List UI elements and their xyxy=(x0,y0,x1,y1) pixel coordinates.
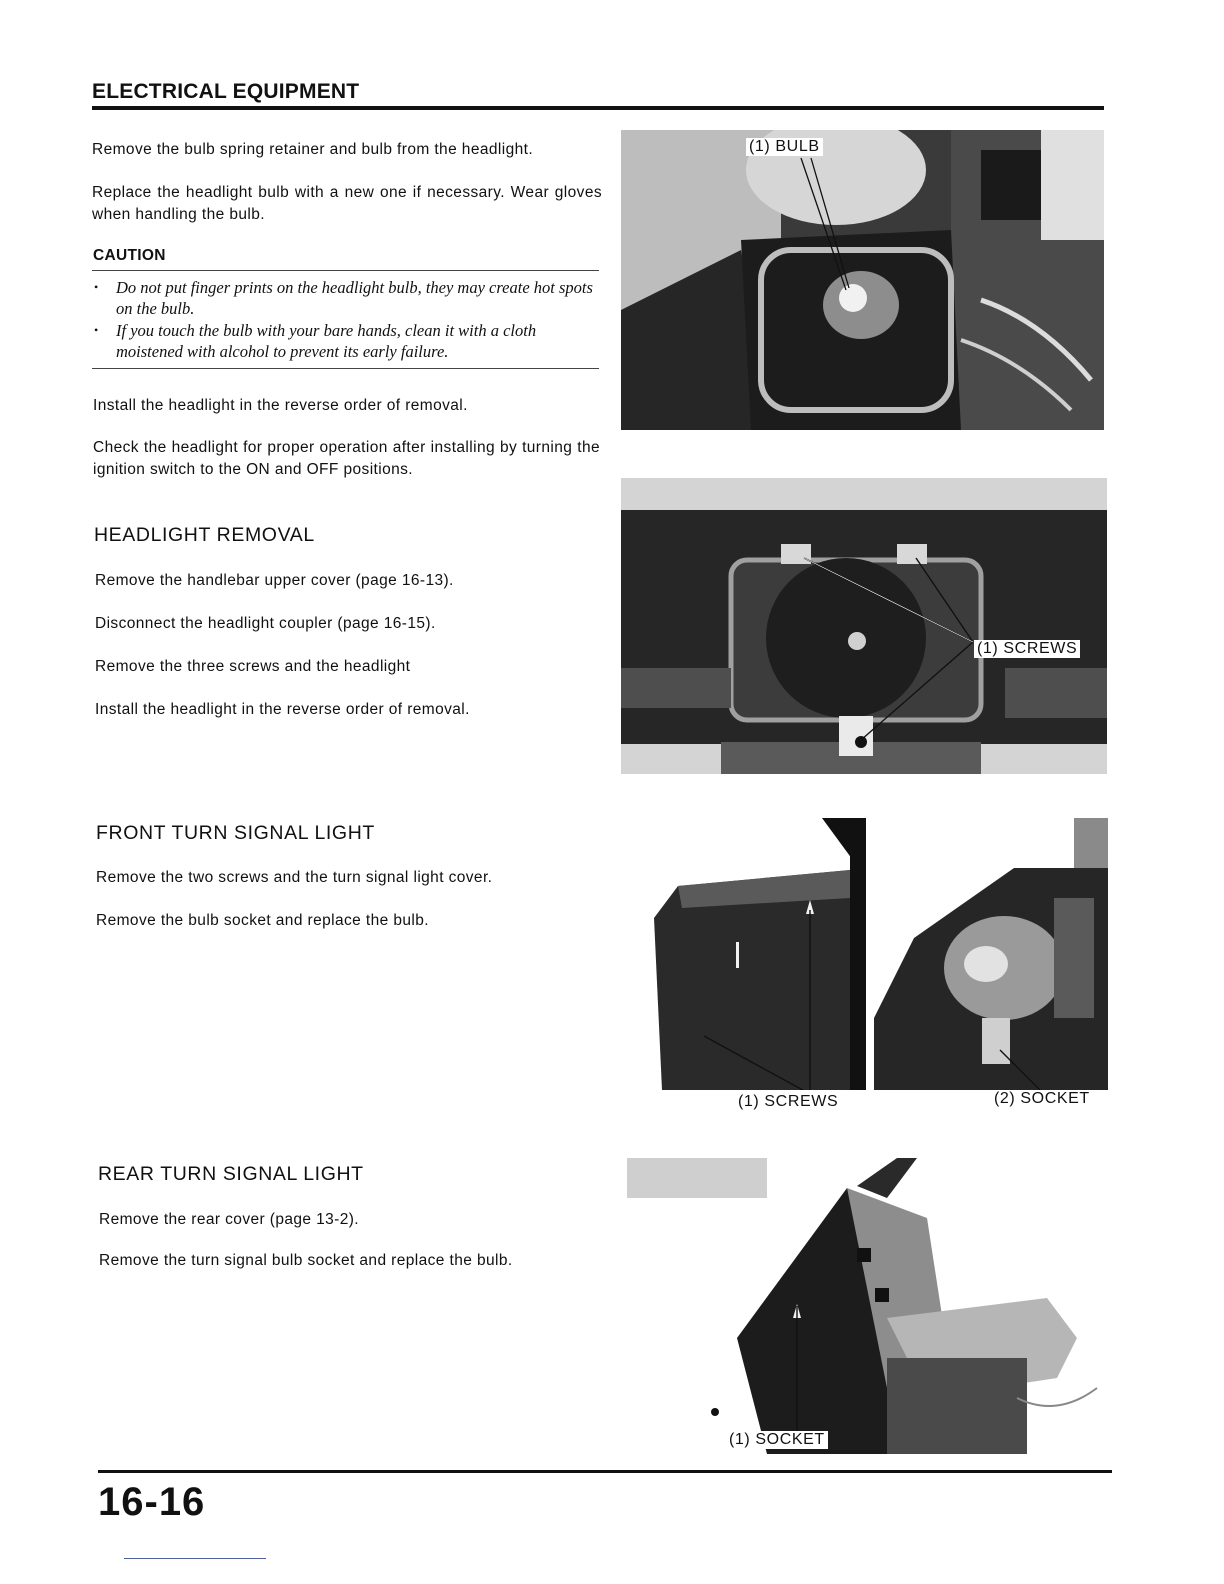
footer-rule xyxy=(98,1470,1112,1473)
headlight-removal-step: Install the headlight in the reverse order of removal. xyxy=(95,701,470,718)
headlight-removal-heading: HEADLIGHT REMOVAL xyxy=(94,524,315,546)
photo-front-turn-socket xyxy=(874,818,1108,1090)
photo-headlight-bulb xyxy=(621,130,1104,430)
caution-item: • If you touch the bulb with your bare hands, clean it with a cloth moistened with alcohol to prevent its early failure. xyxy=(92,320,600,362)
callout-rear-socket: (1) SOCKET xyxy=(726,1431,828,1449)
bulb-step-remove: Remove the bulb spring retainer and bulb from the headlight. xyxy=(92,141,534,158)
front-turn-heading: FRONT TURN SIGNAL LIGHT xyxy=(96,822,375,844)
bulb-step-check: Check the headlight for proper operation after installing by turning the ignition switch to the ON and OFF positions. xyxy=(93,439,600,478)
callout-front-screws: (1) SCREWS xyxy=(738,1093,839,1110)
callout-bulb: (1) BULB xyxy=(746,138,823,156)
caution-rule-bottom xyxy=(92,368,599,369)
header-rule xyxy=(92,106,1104,110)
photo-bulb-drawing xyxy=(621,130,1104,430)
bulb-step-install: Install the headlight in the reverse order of removal. xyxy=(93,397,468,414)
rear-turn-step: Remove the rear cover (page 13-2). xyxy=(99,1211,359,1228)
photo-front-cover-drawing xyxy=(638,818,866,1090)
photo-front-socket-drawing xyxy=(874,818,1108,1090)
callout-front-socket: (2) SOCKET xyxy=(994,1090,1090,1107)
rear-turn-heading: REAR TURN SIGNAL LIGHT xyxy=(98,1163,364,1185)
photo-rear-socket-drawing xyxy=(627,1158,1107,1454)
callout-screws: (1) SCREWS xyxy=(974,640,1080,658)
page-number: 16-16 xyxy=(98,1480,206,1524)
caution-rule-top xyxy=(92,270,599,271)
bulb-step-replace: Replace the headlight bulb with a new one if necessary. Wear gloves when handling the bulb. xyxy=(92,184,602,223)
photo-headlight-screws xyxy=(621,478,1107,774)
caution-item: • Do not put finger prints on the headlight bulb, they may create hot spots on the bulb. xyxy=(92,277,600,319)
caution-label: CAUTION xyxy=(93,247,166,264)
headlight-removal-step: Remove the handlebar upper cover (page 16-13). xyxy=(95,572,454,589)
headlight-removal-step: Disconnect the headlight coupler (page 16-15). xyxy=(95,615,436,632)
caution-list xyxy=(92,277,600,362)
section-title: ELECTRICAL EQUIPMENT xyxy=(92,80,360,103)
photo-screws-drawing xyxy=(621,478,1107,774)
photo-front-turn-cover xyxy=(638,818,866,1090)
footer-link-line xyxy=(124,1558,266,1559)
front-turn-step: Remove the bulb socket and replace the bulb. xyxy=(96,912,429,929)
rear-turn-step: Remove the turn signal bulb socket and replace the bulb. xyxy=(99,1252,513,1269)
front-turn-step: Remove the two screws and the turn signal light cover. xyxy=(96,869,493,886)
photo-rear-turn-socket xyxy=(627,1158,1107,1454)
headlight-removal-step: Remove the three screws and the headlight xyxy=(95,658,411,675)
